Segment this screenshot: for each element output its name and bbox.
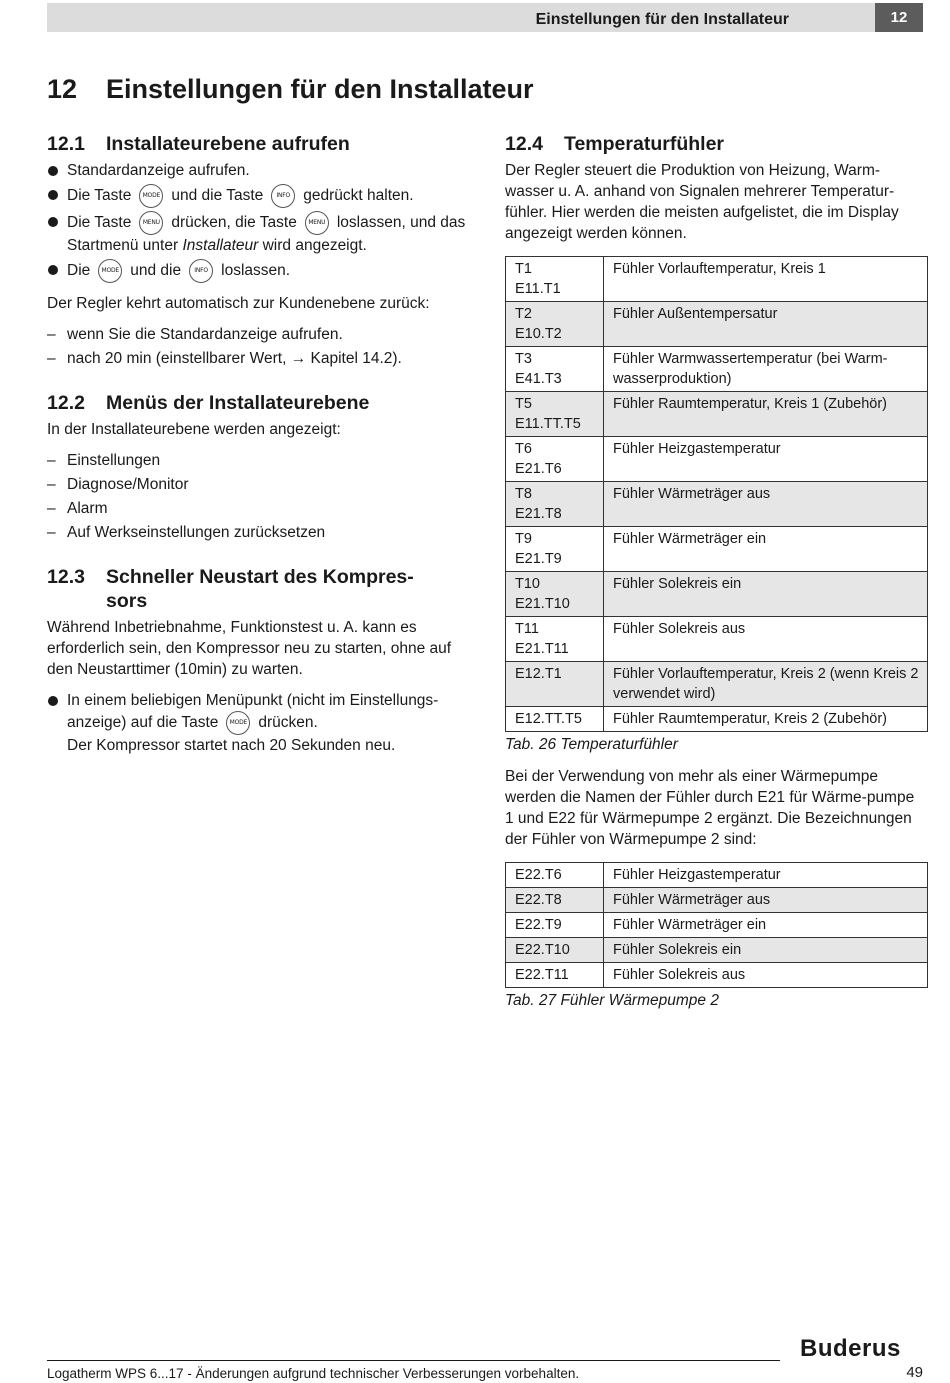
sensor-description: Fühler Wärmeträger aus (613, 892, 771, 908)
buderus-logo: Buderus (800, 1335, 901, 1362)
sensor-description-cell (604, 527, 928, 572)
list-item (47, 259, 467, 283)
info-key-icon: INFO (271, 184, 295, 208)
table-row (506, 437, 928, 482)
sensor-code: E22.T8 (515, 892, 562, 908)
sensor-code-alt: E21.T10 (515, 596, 570, 612)
step-text: und die Taste (171, 187, 264, 205)
list-item: – nach 20 min (einstellbarer Wert, → Kapitel 14.2). (47, 348, 467, 369)
sensor-code-alt: E21.T9 (515, 551, 562, 567)
section-title: Temperaturfühler (564, 133, 724, 155)
sensor-code: T8 (515, 486, 532, 502)
sensor-code-cell (506, 707, 604, 732)
sensor-code: T10 (515, 576, 540, 592)
sensor-description-cell (604, 347, 928, 392)
sensor-description-cell (604, 888, 928, 913)
menu-list (47, 450, 467, 543)
paragraph: Der Regler kehrt automatisch zur Kundenebene zurück: (47, 295, 430, 312)
sensor-code: T2 (515, 306, 532, 322)
sensor-code: E12.TT.T5 (515, 711, 582, 727)
table-row (506, 527, 928, 572)
sensor-code-cell (506, 527, 604, 572)
header-chapter-number: 12 (875, 3, 923, 32)
sensor-code-cell (506, 347, 604, 392)
sensor-description: Fühler Solekreis aus (613, 621, 746, 637)
step-text: loslassen, und das Startmenü unter (67, 214, 466, 254)
sensor-code: T11 (515, 621, 539, 637)
header-title: Einstellungen für den Installateur (535, 11, 789, 28)
table-row (506, 392, 928, 437)
list-item: – wenn Sie die Standardanzeige aufrufen. (47, 324, 467, 345)
table-row (506, 863, 928, 888)
sensor-description-cell (604, 482, 928, 527)
table-row (506, 617, 928, 662)
list-item: – Alarm (47, 498, 467, 519)
table-row (506, 662, 928, 707)
sensor-description-cell (604, 617, 928, 662)
table-row (506, 913, 928, 938)
mode-key-icon: MODE (98, 259, 122, 283)
step-text: Standardanzeige aufrufen. (67, 162, 250, 179)
table-row (506, 707, 928, 732)
sensor-code: E22.T10 (515, 942, 570, 958)
header-bar (47, 3, 875, 32)
sensor-code-cell (506, 437, 604, 482)
sensor-description: Fühler Wärmeträger ein (613, 531, 767, 547)
sensor-code-cell (506, 963, 604, 988)
sensor-description: Fühler Solekreis ein (613, 576, 742, 592)
paragraph: In der Installateurebene werden angezeigt: (47, 421, 341, 438)
sensor-code: T1 (515, 261, 532, 277)
footer-text: Logatherm WPS 6...17 - Änderungen aufgrund technischer Verbesserungen vorbehalten. (47, 1366, 580, 1381)
sensor-description-cell (604, 437, 928, 482)
section-number: 12.1 (47, 133, 85, 155)
step-result-text: Der Kompressor startet nach 20 Sekunden neu. (67, 737, 396, 754)
section-12-4-heading (505, 132, 927, 156)
section-number: 12.3 (47, 566, 85, 588)
mode-key-icon: MODE (226, 711, 250, 735)
sensor-code-cell (506, 913, 604, 938)
table-row (506, 938, 928, 963)
page-number: 49 (906, 1364, 923, 1381)
chapter-number: 12 (47, 74, 78, 104)
table-row (506, 302, 928, 347)
sensor-description: Fühler Raumtemperatur, Kreis 2 (Zubehör) (613, 711, 887, 727)
right-column (505, 132, 927, 1022)
sensor-code: E22.T6 (515, 867, 562, 883)
emphasis-text: Installateur (182, 237, 259, 254)
section-12-3-heading (47, 565, 467, 613)
sensor-code: T5 (515, 396, 532, 412)
sensor-description-cell (604, 938, 928, 963)
sensor-description: Fühler Solekreis aus (613, 967, 746, 983)
sensor-code-cell (506, 482, 604, 527)
step-text: Die Taste (67, 214, 132, 232)
sensor-description: Fühler Wärmeträger ein (613, 917, 767, 933)
list-item (47, 211, 467, 256)
sensor-description-cell (604, 572, 928, 617)
sensor-code-alt: E21.T11 (515, 641, 569, 657)
table-caption: Tab. 26 Temperaturfühler (505, 736, 678, 753)
sensor-code-cell (506, 302, 604, 347)
sensor-description: Fühler Vorlauftemperatur, Kreis 1 (613, 261, 826, 277)
section-12-1-steps (47, 160, 467, 283)
temperature-sensor-table (505, 256, 928, 732)
sensor-description: Fühler Wärmeträger aus (613, 486, 771, 502)
list-item: – Diagnose/Monitor (47, 474, 467, 495)
chapter-title (47, 74, 534, 105)
sensor-code-alt: E21.T8 (515, 506, 562, 522)
sensor-description: Fühler Warmwassertemperatur (bei Warm-wasserproduktion) (613, 351, 888, 387)
sensor-description: Fühler Raumtemperatur, Kreis 1 (Zubehör) (613, 396, 887, 412)
table-row (506, 963, 928, 988)
sensor-description: Fühler Solekreis ein (613, 942, 742, 958)
info-key-icon: INFO (189, 259, 213, 283)
list-item (47, 160, 467, 181)
sensor-code-cell (506, 938, 604, 963)
sensor-code: T9 (515, 531, 532, 547)
list-item: – Einstellungen (47, 450, 467, 471)
step-text: Die (67, 262, 91, 280)
step-text: wird angezeigt. (262, 237, 367, 254)
sensor-code-alt: E21.T6 (515, 461, 562, 477)
section-title: Menüs der Installateurebene (106, 392, 370, 414)
sensor-code-alt: E10.T2 (515, 326, 562, 342)
sensor-code-cell (506, 662, 604, 707)
section-12-1-heading (47, 132, 467, 156)
sensor-description-cell (604, 392, 928, 437)
chapter-title-text: Einstellungen für den Installateur (106, 74, 534, 104)
sensor-description-cell (604, 913, 928, 938)
sensor-description-cell (604, 662, 928, 707)
list-item (47, 690, 467, 756)
paragraph: Bei der Verwendung von mehr als einer Wärmepumpe werden die Namen der Fühler durch E21 für Wärme-pumpe 1 und E22 für Wärmepumpe 2 ergänzt. Die Bezeichnungen der Fühler von Wärmepumpe 2 sind: (505, 768, 915, 848)
sensor-code-cell (506, 863, 604, 888)
table-row (506, 888, 928, 913)
table-caption: Tab. 27 Fühler Wärmepumpe 2 (505, 992, 719, 1009)
step-text: gedrückt halten. (303, 187, 414, 205)
sensor-code: E22.T11 (515, 967, 569, 983)
step-text: und die (130, 262, 182, 280)
sensor-code-alt: E11.TT.T5 (515, 416, 581, 432)
menu-key-icon: MENU (139, 211, 163, 235)
sensor-code-cell (506, 392, 604, 437)
sensor-description-cell (604, 707, 928, 732)
heat-pump-2-sensor-table (505, 862, 928, 988)
paragraph: Während Inbetriebnahme, Funktionstest u. A. kann es erforderlich sein, den Kompressor neu zu starten, ohne auf den Neustarttimer (10min) zu warten. (47, 619, 452, 678)
sensor-description: Fühler Heizgastemperatur (613, 867, 781, 883)
table-row (506, 257, 928, 302)
section-12-2-heading (47, 391, 467, 415)
return-conditions-list (47, 324, 467, 369)
sensor-description-cell (604, 257, 928, 302)
table-row (506, 572, 928, 617)
footer-divider (47, 1360, 780, 1361)
sensor-code: T3 (515, 351, 532, 367)
sensor-description-cell (604, 302, 928, 347)
sensor-code-cell (506, 257, 604, 302)
sensor-code-alt: E41.T3 (515, 371, 562, 387)
sensor-description: Fühler Heizgastemperatur (613, 441, 781, 457)
step-text: loslassen. (221, 262, 291, 280)
section-number: 12.2 (47, 392, 85, 414)
list-item: – Auf Werkseinstellungen zurücksetzen (47, 522, 467, 543)
sensor-code-alt: E11.T1 (515, 281, 561, 297)
paragraph: Der Regler steuert die Produktion von Heizung, Warm-wasser u. A. anhand von Signalen mehrerer Temperatur-fühler. Hier werden die meisten aufgelistet, die im Display angezeigt werden können. (505, 162, 899, 242)
step-text: drücken. (258, 714, 318, 732)
sensor-code: E12.T1 (515, 666, 562, 682)
sensor-code: T6 (515, 441, 532, 457)
step-text: drücken, die Taste (171, 214, 297, 232)
section-number: 12.4 (505, 133, 543, 155)
menu-key-icon: MENU (305, 211, 329, 235)
left-column (47, 132, 467, 766)
table-row (506, 347, 928, 392)
table-row (506, 482, 928, 527)
section-title: Installateurebene aufrufen (106, 133, 350, 155)
step-text: In einem beliebigen Menüpunkt (nicht im Einstellungs-anzeige) auf die Taste (67, 692, 439, 732)
section-title (106, 565, 414, 613)
step-text: Die Taste (67, 187, 132, 205)
section-12-3-steps (47, 690, 467, 756)
list-item (47, 184, 467, 208)
mode-key-icon: MODE (139, 184, 163, 208)
sensor-code-cell (506, 572, 604, 617)
section-title-line: Schneller Neustart des Kompres- (106, 566, 414, 588)
sensor-description: Fühler Außentempersatur (613, 306, 778, 322)
sensor-description-cell (604, 963, 928, 988)
sensor-code-cell (506, 888, 604, 913)
section-title-line: sors (106, 590, 148, 612)
sensor-code: E22.T9 (515, 917, 562, 933)
sensor-code-cell (506, 617, 604, 662)
sensor-description: Fühler Vorlauftemperatur, Kreis 2 (wenn Kreis 2 verwendet wird) (613, 666, 919, 702)
sensor-description-cell (604, 863, 928, 888)
